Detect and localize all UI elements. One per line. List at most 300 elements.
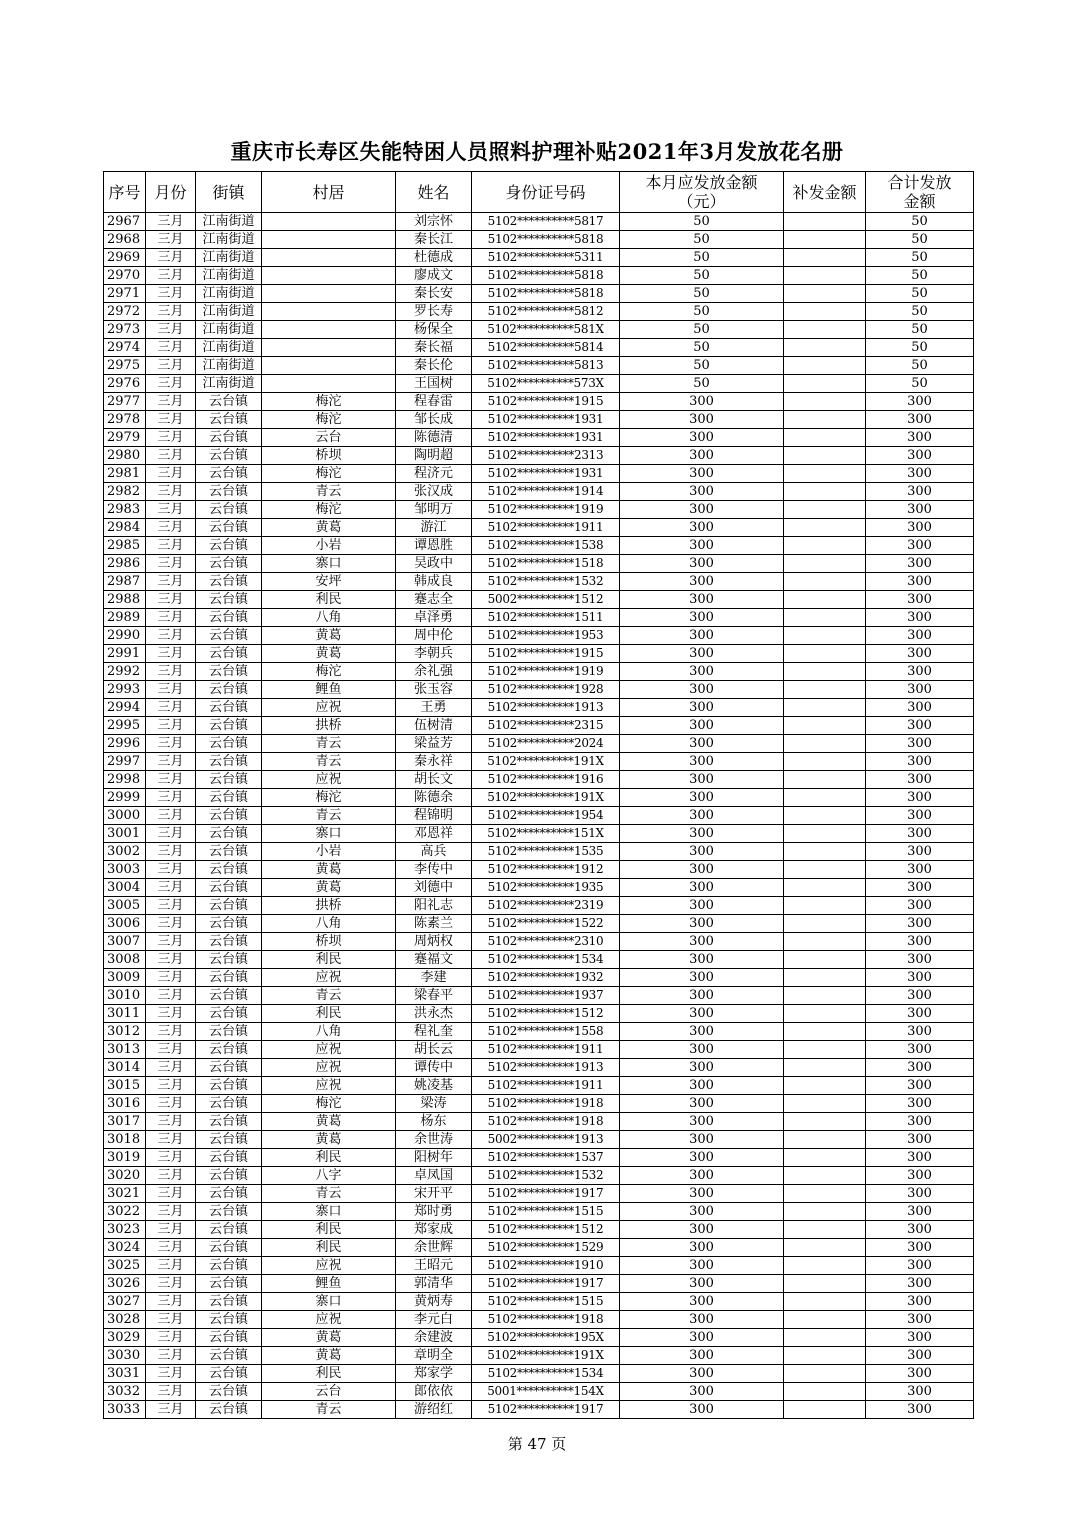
cell-month: 三月 <box>146 627 196 645</box>
cell-total: 300 <box>866 699 974 717</box>
cell-due-amount: 50 <box>620 339 784 357</box>
cell-supplement <box>784 1329 866 1347</box>
table-row <box>104 699 974 717</box>
cell-supplement <box>784 249 866 267</box>
cell-village: 应祝 <box>262 969 396 987</box>
cell-month: 三月 <box>146 1365 196 1383</box>
cell-seq: 2983 <box>104 501 146 519</box>
cell-street: 云台镇 <box>196 645 262 663</box>
cell-id: 5102**********1535 <box>472 843 620 861</box>
cell-street: 云台镇 <box>196 663 262 681</box>
cell-seq: 3032 <box>104 1383 146 1401</box>
cell-month: 三月 <box>146 1113 196 1131</box>
cell-id: 5102**********1931 <box>472 465 620 483</box>
cell-supplement <box>784 591 866 609</box>
cell-due-amount: 300 <box>620 1077 784 1095</box>
table-row <box>104 249 974 267</box>
cell-total: 300 <box>866 987 974 1005</box>
cell-street: 云台镇 <box>196 789 262 807</box>
cell-id: 5102**********1558 <box>472 1023 620 1041</box>
cell-village <box>262 267 396 285</box>
cell-month: 三月 <box>146 807 196 825</box>
cell-month: 三月 <box>146 861 196 879</box>
cell-village: 利民 <box>262 1005 396 1023</box>
cell-total: 300 <box>866 609 974 627</box>
cell-village <box>262 321 396 339</box>
cell-seq: 3030 <box>104 1347 146 1365</box>
cell-supplement <box>784 519 866 537</box>
cell-seq: 3013 <box>104 1041 146 1059</box>
cell-street: 云台镇 <box>196 447 262 465</box>
cell-supplement <box>784 969 866 987</box>
cell-supplement <box>784 897 866 915</box>
cell-total: 300 <box>866 1239 974 1257</box>
cell-month: 三月 <box>146 1149 196 1167</box>
table-row <box>104 663 974 681</box>
cell-seq: 2968 <box>104 231 146 249</box>
table-row <box>104 1401 974 1419</box>
cell-month: 三月 <box>146 663 196 681</box>
cell-due-amount: 300 <box>620 843 784 861</box>
cell-name: 阳树年 <box>396 1149 472 1167</box>
cell-supplement <box>784 933 866 951</box>
cell-seq: 2987 <box>104 573 146 591</box>
cell-id: 5102**********151X <box>472 825 620 843</box>
cell-due-amount: 300 <box>620 1347 784 1365</box>
cell-due-amount: 300 <box>620 1005 784 1023</box>
table-row <box>104 717 974 735</box>
cell-street: 云台镇 <box>196 879 262 897</box>
table-row <box>104 753 974 771</box>
table-row <box>104 231 974 249</box>
cell-id: 5002**********1913 <box>472 1131 620 1149</box>
table-row <box>104 987 974 1005</box>
cell-total: 300 <box>866 465 974 483</box>
cell-total: 50 <box>866 357 974 375</box>
cell-name: 陈德余 <box>396 789 472 807</box>
cell-street: 云台镇 <box>196 393 262 411</box>
cell-street: 云台镇 <box>196 429 262 447</box>
cell-village: 小岩 <box>262 537 396 555</box>
cell-month: 三月 <box>146 1311 196 1329</box>
cell-street: 云台镇 <box>196 1383 262 1401</box>
cell-name: 余世辉 <box>396 1239 472 1257</box>
cell-total: 50 <box>866 231 974 249</box>
cell-seq: 3000 <box>104 807 146 825</box>
cell-month: 三月 <box>146 249 196 267</box>
cell-name: 李朝兵 <box>396 645 472 663</box>
cell-total: 300 <box>866 447 974 465</box>
cell-id: 5102**********5818 <box>472 285 620 303</box>
cell-total: 50 <box>866 249 974 267</box>
cell-village: 安坪 <box>262 573 396 591</box>
cell-total: 300 <box>866 1401 974 1419</box>
cell-village: 应祝 <box>262 699 396 717</box>
cell-village: 应祝 <box>262 1311 396 1329</box>
table-row <box>104 591 974 609</box>
cell-due-amount: 300 <box>620 771 784 789</box>
cell-month: 三月 <box>146 1077 196 1095</box>
cell-id: 5102**********1512 <box>472 1221 620 1239</box>
cell-total: 300 <box>866 1203 974 1221</box>
roster-body <box>104 213 974 1419</box>
cell-total: 300 <box>866 501 974 519</box>
cell-supplement <box>784 1275 866 1293</box>
cell-street: 云台镇 <box>196 969 262 987</box>
cell-supplement <box>784 555 866 573</box>
cell-village: 梅沱 <box>262 1095 396 1113</box>
cell-supplement <box>784 1077 866 1095</box>
cell-seq: 3025 <box>104 1257 146 1275</box>
cell-name: 郑时勇 <box>396 1203 472 1221</box>
cell-village: 利民 <box>262 1365 396 1383</box>
table-row <box>104 627 974 645</box>
cell-id: 5102**********5812 <box>472 303 620 321</box>
cell-total: 300 <box>866 1365 974 1383</box>
cell-id: 5102**********1518 <box>472 555 620 573</box>
cell-street: 云台镇 <box>196 1041 262 1059</box>
cell-due-amount: 300 <box>620 393 784 411</box>
cell-street: 云台镇 <box>196 1365 262 1383</box>
header-row <box>104 172 974 213</box>
cell-total: 300 <box>866 555 974 573</box>
cell-due-amount: 300 <box>620 501 784 519</box>
cell-street: 云台镇 <box>196 699 262 717</box>
cell-month: 三月 <box>146 789 196 807</box>
cell-id: 5102**********1919 <box>472 663 620 681</box>
cell-street: 云台镇 <box>196 1221 262 1239</box>
cell-name: 王勇 <box>396 699 472 717</box>
cell-id: 5102**********1522 <box>472 915 620 933</box>
cell-name: 秦长江 <box>396 231 472 249</box>
header-total-line2: 金额 <box>903 192 936 211</box>
cell-due-amount: 300 <box>620 645 784 663</box>
table-row <box>104 825 974 843</box>
header-supplement: 补发金额 <box>784 172 866 213</box>
table-row <box>104 501 974 519</box>
cell-supplement <box>784 267 866 285</box>
cell-month: 三月 <box>146 987 196 1005</box>
table-row <box>104 375 974 393</box>
cell-street: 江南街道 <box>196 375 262 393</box>
cell-month: 三月 <box>146 501 196 519</box>
cell-due-amount: 50 <box>620 231 784 249</box>
cell-supplement <box>784 537 866 555</box>
cell-street: 云台镇 <box>196 1023 262 1041</box>
cell-seq: 3015 <box>104 1077 146 1095</box>
cell-street: 云台镇 <box>196 483 262 501</box>
cell-supplement <box>784 609 866 627</box>
cell-due-amount: 300 <box>620 951 784 969</box>
cell-seq: 2986 <box>104 555 146 573</box>
table-row <box>104 1293 974 1311</box>
cell-supplement <box>784 771 866 789</box>
cell-seq: 3016 <box>104 1095 146 1113</box>
cell-supplement <box>784 1293 866 1311</box>
cell-total: 300 <box>866 717 974 735</box>
cell-id: 5102**********1913 <box>472 699 620 717</box>
cell-due-amount: 300 <box>620 1401 784 1419</box>
cell-street: 云台镇 <box>196 1077 262 1095</box>
cell-village: 青云 <box>262 735 396 753</box>
cell-id: 5102**********1534 <box>472 951 620 969</box>
cell-village: 梅沱 <box>262 465 396 483</box>
cell-seq: 3007 <box>104 933 146 951</box>
cell-due-amount: 300 <box>620 663 784 681</box>
cell-name: 李建 <box>396 969 472 987</box>
cell-name: 蹇志全 <box>396 591 472 609</box>
cell-village: 梅沱 <box>262 501 396 519</box>
cell-name: 李元白 <box>396 1311 472 1329</box>
cell-total: 300 <box>866 1257 974 1275</box>
cell-supplement <box>784 447 866 465</box>
cell-id: 5102**********1538 <box>472 537 620 555</box>
cell-street: 云台镇 <box>196 537 262 555</box>
cell-due-amount: 300 <box>620 1203 784 1221</box>
cell-month: 三月 <box>146 465 196 483</box>
cell-total: 300 <box>866 627 974 645</box>
cell-total: 300 <box>866 429 974 447</box>
cell-id: 5001**********154X <box>472 1383 620 1401</box>
cell-total: 300 <box>866 897 974 915</box>
cell-due-amount: 300 <box>620 1239 784 1257</box>
cell-street: 云台镇 <box>196 1149 262 1167</box>
cell-supplement <box>784 735 866 753</box>
cell-village: 梅沱 <box>262 393 396 411</box>
cell-seq: 3028 <box>104 1311 146 1329</box>
cell-seq: 3027 <box>104 1293 146 1311</box>
table-row <box>104 1185 974 1203</box>
cell-id: 5102**********1913 <box>472 1059 620 1077</box>
cell-due-amount: 300 <box>620 735 784 753</box>
cell-village <box>262 375 396 393</box>
cell-seq: 2990 <box>104 627 146 645</box>
cell-month: 三月 <box>146 555 196 573</box>
cell-seq: 3010 <box>104 987 146 1005</box>
cell-month: 三月 <box>146 429 196 447</box>
cell-month: 三月 <box>146 573 196 591</box>
cell-id: 5102**********1935 <box>472 879 620 897</box>
table-row <box>104 303 974 321</box>
cell-seq: 2997 <box>104 753 146 771</box>
cell-id: 5102**********1911 <box>472 1041 620 1059</box>
cell-month: 三月 <box>146 483 196 501</box>
cell-month: 三月 <box>146 609 196 627</box>
cell-village: 利民 <box>262 591 396 609</box>
table-row <box>104 1329 974 1347</box>
cell-name: 吴政中 <box>396 555 472 573</box>
cell-due-amount: 300 <box>620 987 784 1005</box>
cell-supplement <box>784 1401 866 1419</box>
cell-total: 300 <box>866 1221 974 1239</box>
cell-street: 云台镇 <box>196 735 262 753</box>
cell-month: 三月 <box>146 1131 196 1149</box>
cell-month: 三月 <box>146 1203 196 1221</box>
cell-village: 青云 <box>262 807 396 825</box>
header-village: 村居 <box>262 172 396 213</box>
cell-street: 云台镇 <box>196 987 262 1005</box>
cell-supplement <box>784 1113 866 1131</box>
header-total-line1: 合计发放 <box>887 173 952 192</box>
cell-supplement <box>784 663 866 681</box>
cell-seq: 2976 <box>104 375 146 393</box>
cell-id: 5102**********191X <box>472 753 620 771</box>
cell-month: 三月 <box>146 1347 196 1365</box>
cell-due-amount: 300 <box>620 609 784 627</box>
cell-village: 应祝 <box>262 1257 396 1275</box>
cell-supplement <box>784 429 866 447</box>
cell-total: 300 <box>866 573 974 591</box>
cell-seq: 2980 <box>104 447 146 465</box>
cell-total: 300 <box>866 483 974 501</box>
table-row <box>104 645 974 663</box>
cell-supplement <box>784 1239 866 1257</box>
cell-seq: 2991 <box>104 645 146 663</box>
cell-seq: 2981 <box>104 465 146 483</box>
cell-id: 5102**********191X <box>472 1347 620 1365</box>
cell-street: 江南街道 <box>196 357 262 375</box>
cell-name: 邹明万 <box>396 501 472 519</box>
cell-due-amount: 300 <box>620 807 784 825</box>
cell-total: 300 <box>866 519 974 537</box>
page-title: 重庆市长寿区失能特困人员照料护理补贴2021年3月发放花名册 <box>230 139 844 164</box>
cell-month: 三月 <box>146 591 196 609</box>
cell-supplement <box>784 231 866 249</box>
cell-id: 5102**********1954 <box>472 807 620 825</box>
cell-village: 利民 <box>262 1221 396 1239</box>
cell-village: 应祝 <box>262 1077 396 1095</box>
cell-total: 300 <box>866 879 974 897</box>
cell-id: 5102**********5311 <box>472 249 620 267</box>
cell-due-amount: 300 <box>620 411 784 429</box>
table-row <box>104 897 974 915</box>
cell-due-amount: 300 <box>620 1329 784 1347</box>
header-name: 姓名 <box>396 172 472 213</box>
cell-village: 鲤鱼 <box>262 1275 396 1293</box>
cell-due-amount: 300 <box>620 1113 784 1131</box>
cell-total: 300 <box>866 1311 974 1329</box>
roster-table <box>103 171 974 1419</box>
cell-name: 李传中 <box>396 861 472 879</box>
cell-month: 三月 <box>146 699 196 717</box>
cell-street: 云台镇 <box>196 1059 262 1077</box>
cell-total: 300 <box>866 1113 974 1131</box>
cell-due-amount: 300 <box>620 1293 784 1311</box>
cell-total: 300 <box>866 1077 974 1095</box>
cell-id: 5102**********1918 <box>472 1095 620 1113</box>
cell-street: 云台镇 <box>196 591 262 609</box>
cell-due-amount: 300 <box>620 1095 784 1113</box>
cell-village: 梅沱 <box>262 663 396 681</box>
cell-seq: 2985 <box>104 537 146 555</box>
cell-id: 5102**********5818 <box>472 231 620 249</box>
cell-month: 三月 <box>146 969 196 987</box>
cell-supplement <box>784 789 866 807</box>
cell-id: 5102**********1512 <box>472 1005 620 1023</box>
cell-street: 江南街道 <box>196 249 262 267</box>
cell-name: 杜德成 <box>396 249 472 267</box>
cell-seq: 2993 <box>104 681 146 699</box>
cell-name: 刘宗怀 <box>396 213 472 231</box>
cell-name: 梁春平 <box>396 987 472 1005</box>
cell-name: 张玉容 <box>396 681 472 699</box>
cell-due-amount: 300 <box>620 1221 784 1239</box>
cell-seq: 3021 <box>104 1185 146 1203</box>
cell-name: 阳礼志 <box>396 897 472 915</box>
cell-id: 5102**********1917 <box>472 1185 620 1203</box>
cell-month: 三月 <box>146 1239 196 1257</box>
table-row <box>104 411 974 429</box>
cell-seq: 3023 <box>104 1221 146 1239</box>
cell-street: 云台镇 <box>196 897 262 915</box>
table-row <box>104 771 974 789</box>
cell-seq: 2978 <box>104 411 146 429</box>
cell-total: 300 <box>866 1167 974 1185</box>
cell-seq: 2994 <box>104 699 146 717</box>
table-row <box>104 969 974 987</box>
cell-month: 三月 <box>146 321 196 339</box>
cell-total: 300 <box>866 681 974 699</box>
cell-village: 黄葛 <box>262 519 396 537</box>
cell-name: 程礼奎 <box>396 1023 472 1041</box>
cell-village: 鲤鱼 <box>262 681 396 699</box>
cell-due-amount: 50 <box>620 285 784 303</box>
cell-supplement <box>784 645 866 663</box>
cell-supplement <box>784 303 866 321</box>
cell-month: 三月 <box>146 411 196 429</box>
cell-due-amount: 300 <box>620 1167 784 1185</box>
cell-name: 章明全 <box>396 1347 472 1365</box>
cell-village <box>262 303 396 321</box>
cell-name: 宋开平 <box>396 1185 472 1203</box>
cell-id: 5102**********1532 <box>472 1167 620 1185</box>
cell-due-amount: 300 <box>620 555 784 573</box>
cell-seq: 3008 <box>104 951 146 969</box>
header-month: 月份 <box>146 172 196 213</box>
cell-street: 云台镇 <box>196 1095 262 1113</box>
table-row <box>104 1311 974 1329</box>
cell-village: 黄葛 <box>262 1131 396 1149</box>
cell-name: 谭恩胜 <box>396 537 472 555</box>
cell-total: 300 <box>866 663 974 681</box>
cell-due-amount: 300 <box>620 717 784 735</box>
cell-street: 云台镇 <box>196 573 262 591</box>
cell-month: 三月 <box>146 735 196 753</box>
cell-street: 云台镇 <box>196 519 262 537</box>
cell-name: 秦永祥 <box>396 753 472 771</box>
cell-month: 三月 <box>146 717 196 735</box>
cell-total: 300 <box>866 753 974 771</box>
cell-name: 王昭元 <box>396 1257 472 1275</box>
cell-supplement <box>784 861 866 879</box>
cell-village: 黄葛 <box>262 1329 396 1347</box>
cell-seq: 2988 <box>104 591 146 609</box>
table-row <box>104 1005 974 1023</box>
cell-total: 300 <box>866 1293 974 1311</box>
cell-total: 50 <box>866 285 974 303</box>
cell-seq: 3009 <box>104 969 146 987</box>
cell-supplement <box>784 1023 866 1041</box>
table-row <box>104 1167 974 1185</box>
cell-name: 刘德中 <box>396 879 472 897</box>
cell-seq: 2977 <box>104 393 146 411</box>
cell-street: 云台镇 <box>196 843 262 861</box>
cell-month: 三月 <box>146 753 196 771</box>
cell-id: 5102**********1911 <box>472 519 620 537</box>
cell-seq: 2996 <box>104 735 146 753</box>
cell-id: 5102**********1914 <box>472 483 620 501</box>
cell-supplement <box>784 1167 866 1185</box>
